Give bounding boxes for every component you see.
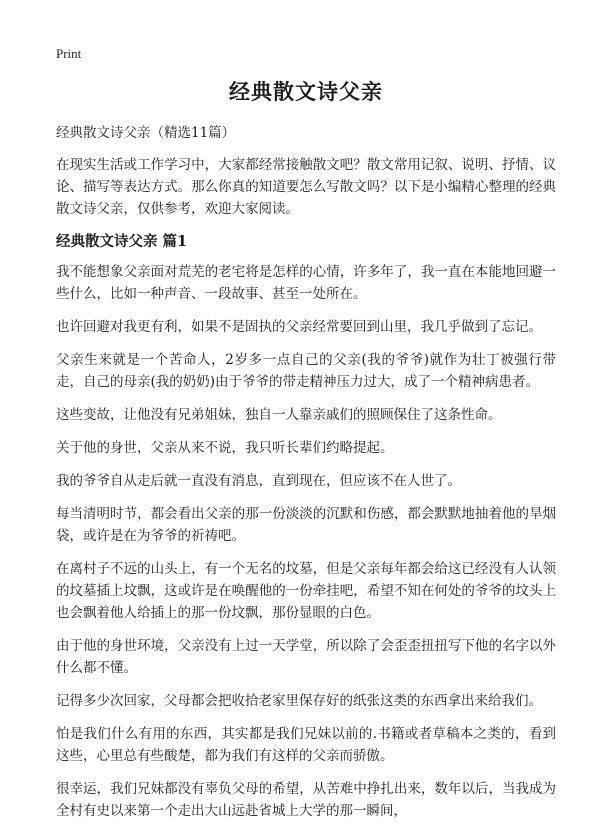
body-paragraph: 我的爷爷自从走后就一直没有消息，直到现在，但应该不在人世了。 [56,473,461,489]
document-subtitle: 经典散文诗父亲（精选11篇） [56,125,236,141]
body-paragraph: 关于他的身世，父亲从来不说，我只听长辈们约略提起。 [56,440,394,456]
body-paragraph: 这些变故，让他没有兄弟姐妹，独自一人靠亲戚们的照顾保住了这条性命。 [56,407,502,423]
body-paragraph: 由于他的身世环境，父亲没有上过一天学堂，所以除了会歪歪扭扭写下他的名字以外什么都不懂。 [56,638,556,676]
body-paragraph: 每当清明时节，都会看出父亲的那一份淡淡的沉默和伤感，都会默默地抽着他的旱烟袋，或许是在为爷爷的祈祷吧。 [56,506,556,544]
body-paragraph: 也许回避对我更有利，如果不是固执的父亲经常要回到山里，我几乎做到了忘记。 [56,319,542,335]
body-paragraph: 在离村子不远的山头上，有一个无名的坟墓，但是父亲每年都会给这已经没有人认领的坟墓插上坟飘，这或许是在唤醒他的一份牵挂吧，希望不知在何处的爷爷的坟头上也会飘着他人给插上的那一份坟飘，那份显眼的白色。 [56,561,556,621]
body-paragraph: 父亲生来就是一个苦命人，2岁多一点自己的父亲(我的爷爷)就作为壮丁被强行带走，自己的母亲(我的奶奶)由于爷爷的带走精神压力过大，成了一个精神病患者。 [56,352,556,390]
body-paragraph: 记得多少次回家，父母都会把收拾老家里保存好的纸张这类的东西拿出来给我们。 [56,693,542,709]
section-heading: 经典散文诗父亲 篇1 [56,233,188,250]
body-paragraph: 很幸运，我们兄妹都没有辜负父母的希望，从苦难中挣扎出来，数年以后，当我成为全村有史以来第一个走出大山远赴省城上大学的那一瞬间， [56,781,556,819]
document-title: 经典散文诗父亲 [229,79,383,104]
body-paragraph: 我不能想象父亲面对荒芜的老宅将是怎样的心情，许多年了，我一直在本能地回避一些什么，比如一种声音、一段故事、甚至一处所在。 [56,264,556,302]
print-link[interactable]: Print [56,46,82,61]
body-paragraph: 怕是我们什么有用的东西，其实都是我们兄妹以前的.书籍或者草稿本之类的，看到这些，心里总有些酸楚，都为我们有这样的父亲而骄傲。 [56,726,556,764]
intro-paragraph: 在现实生活或工作学习中，大家都经常接触散文吧？散文常用记叙、说明、抒情、议论、描写等表达方式。那么你真的知道要怎么写散文吗？以下是小编精心整理的经典散文诗父亲，仅供参考，欢迎大家阅读。 [56,157,556,217]
